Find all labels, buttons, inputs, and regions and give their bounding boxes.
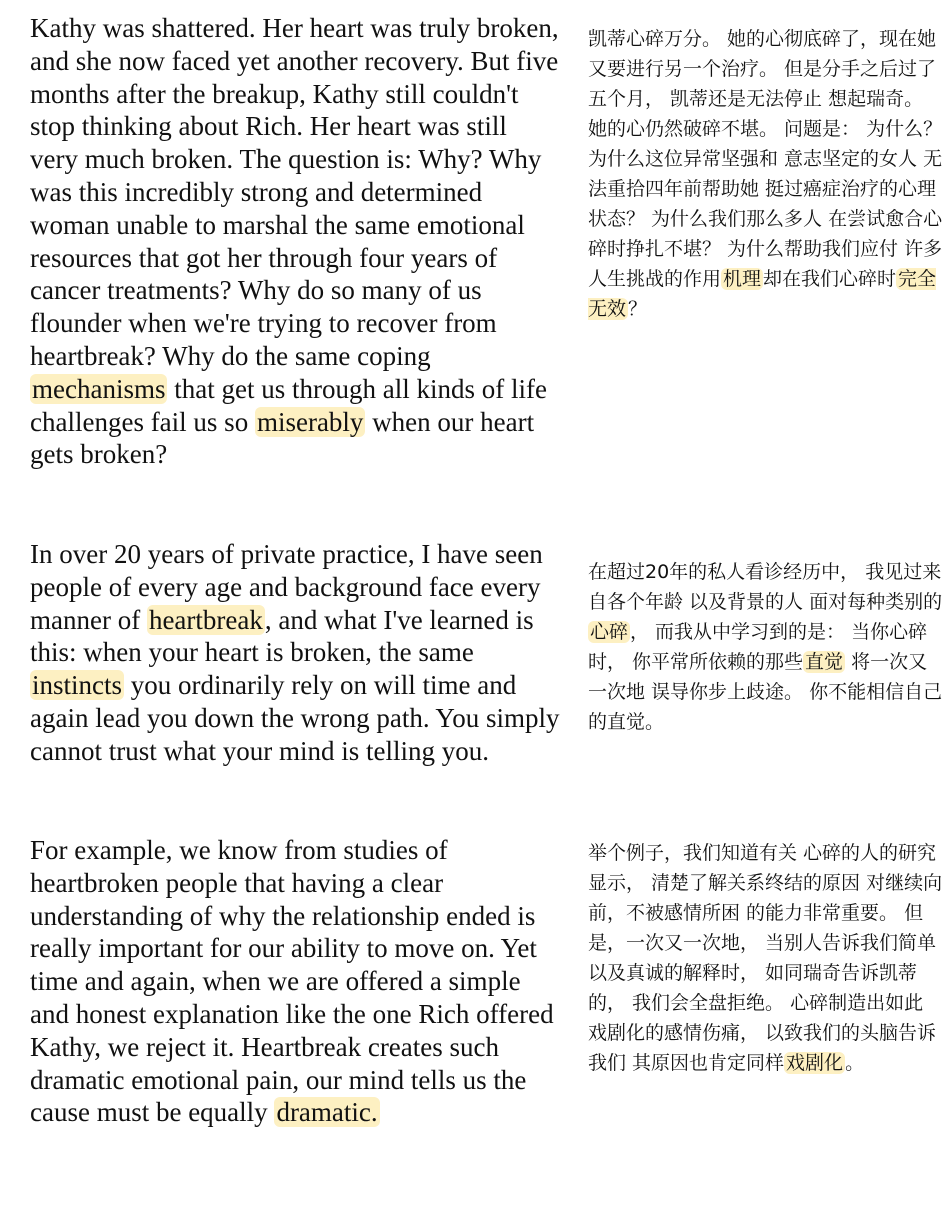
text-segment: 举个例子，我们知道有关 心碎的人的研究显示， 清楚了解关系终结的原因 对继续向前，不被感情所困 的能力非常重要。 但是，一次又一次地， 当别人告诉我们简单 以及真诚的解释时， 如同瑞奇告诉凯蒂的， 我们会全盘拒绝。 心碎制造出如此 戏剧化的感情伤痛， 以致我们的头脑告诉我们 其原因也肯定同样 (588, 842, 943, 1074)
chinese-paragraph-3 (588, 838, 944, 1078)
text-segment: that get us through all kinds of life challenges fail us so (30, 373, 547, 437)
highlighted-word: mechanisms (32, 373, 166, 404)
text-segment: In over 20 years of private practice, I have seen people of every age and background face every manner of (30, 539, 543, 635)
english-paragraph-3 (30, 834, 560, 1129)
english-paragraph-1 (30, 12, 560, 471)
text-segment: 将一次又一次地 误导你步上歧途。 你不能相信自己的直觉。 (588, 651, 943, 733)
highlighted-word: 完全无效 (588, 268, 937, 320)
text-segment: 凯蒂心碎万分。 她的心彻底碎了，现在她又要进行另一个治疗。 但是分手之后过了五个月， 凯蒂还是无法停止 想起瑞奇。 她的心仍然破碎不堪。 问题是： 为什么？ 为什么这位异常坚强和 意志坚定的女人 无法重拾四年前帮助她 挺过癌症治疗的心理状态？ 为什么我们那么多人 在尝试愈合心碎时挣扎不堪？ 为什么帮助我们应付 许多人生挑战的作用 (588, 28, 943, 290)
text-segment: , and what I've learned is this: when your heart is broken, the same (30, 604, 534, 668)
highlighted-word: heartbreak (148, 604, 263, 635)
chinese-paragraph-2 (588, 557, 944, 737)
text-segment: you ordinarily rely on will time and again lead you down the wrong path. You simply cannot trust what your mind is telling you. (30, 670, 560, 766)
text-segment: For example, we know from studies of heartbroken people that having a clear understanding of why the relationship ended is really important for our ability to move on. Yet time and again, when we are offered a simple and honest explanation like the one Rich offered Kathy, we reject it. Heartbreak creates such dramatic emotional pain, our mind tells us the cause must be equally (30, 835, 554, 1128)
highlighted-word: 戏剧化 (786, 1052, 844, 1074)
text-segment: 在超过20年的私人看诊经历中， 我见过来自各个年龄 以及背景的人 面对每种类别的 (588, 561, 943, 613)
text-segment: when our heart gets broken? (30, 406, 535, 470)
highlighted-word: miserably (256, 406, 364, 437)
highlighted-word: 机理 (723, 268, 762, 290)
chinese-paragraph-1 (588, 24, 944, 324)
text-segment: Kathy was shattered. Her heart was truly broken, and she now faced yet another recovery. But five months after the breakup, Kathy still couldn't stop thinking about Rich. Her heart was still very much broken. The question is: Why? Why was this incredibly strong and determined woman unable to marshal the same emotional resources that got her through four years of cancer treatments? Why do so many of us flounder when we're trying to recover from heartbreak? Why do the same coping (30, 13, 559, 371)
text-segment: ？ (628, 298, 648, 320)
text-segment: 却在我们心碎时 (763, 268, 897, 290)
highlighted-word: 心碎 (590, 621, 629, 643)
highlighted-word: instincts (32, 670, 123, 701)
highlighted-word: dramatic. (276, 1097, 378, 1128)
highlighted-word: 直觉 (805, 651, 844, 673)
english-paragraph-2 (30, 538, 560, 768)
text-segment: ， 而我从中学习到的是： 当你心碎时， 你平常所依赖的那些 (588, 621, 928, 673)
text-segment: 。 (845, 1052, 865, 1074)
